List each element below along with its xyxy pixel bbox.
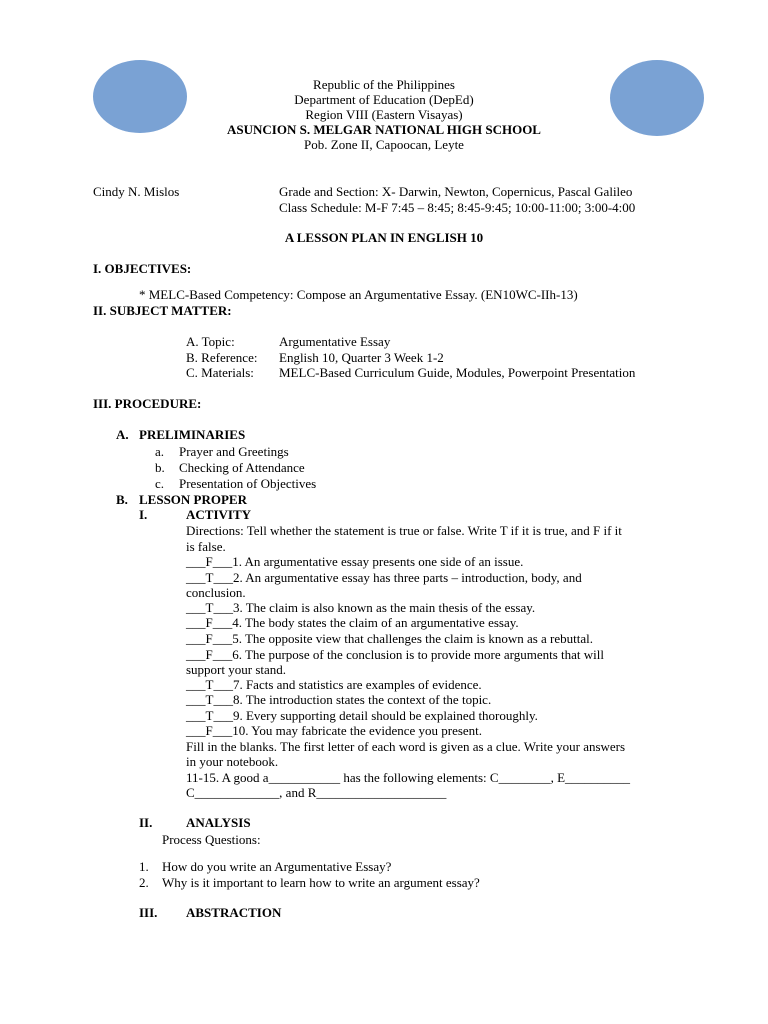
activity-line: ___T___7. Facts and statistics are examples of evidence. bbox=[186, 677, 482, 692]
activity-line: ___F___4. The body states the claim of an argumentative essay. bbox=[186, 615, 519, 630]
activity-line: ___F___5. The opposite view that challenges the claim is known as a rebuttal. bbox=[186, 631, 594, 646]
header-school-name: ASUNCION S. MELGAR NATIONAL HIGH SCHOOL bbox=[227, 122, 541, 137]
activity-line: ___F___10. You may fabricate the evidence you present. bbox=[186, 723, 483, 738]
question-text: How do you write an Argumentative Essay? bbox=[162, 859, 392, 874]
activity-line: ___T___2. An argumentative essay has three parts – introduction, body, and bbox=[186, 570, 582, 585]
lesson-proper-marker: B. bbox=[116, 492, 128, 507]
preliminaries-marker: A. bbox=[116, 427, 129, 442]
abstraction-marker: III. bbox=[139, 905, 158, 920]
class-schedule: Class Schedule: M-F 7:45 – 8:45; 8:45-9:45; 10:00-11:00; 3:00-4:00 bbox=[279, 200, 636, 215]
activity-line: Directions: Tell whether the statement is true or false. Write T if it is true, and F if it bbox=[186, 523, 622, 538]
activity-line: 11-15. A good a___________ has the following elements: C________, E__________ bbox=[186, 770, 631, 785]
prelim-item: Presentation of Objectives bbox=[179, 476, 317, 491]
teacher-name: Cindy N. Mislos bbox=[93, 184, 180, 199]
activity-line: is false. bbox=[186, 539, 226, 554]
subject-matter-heading: II. SUBJECT MATTER: bbox=[93, 303, 232, 318]
reference-value: English 10, Quarter 3 Week 1-2 bbox=[279, 350, 444, 365]
activity-title: ACTIVITY bbox=[186, 507, 252, 522]
prelim-marker: a. bbox=[155, 444, 165, 459]
activity-line: in your notebook. bbox=[186, 754, 279, 769]
procedure-heading: III. PROCEDURE: bbox=[93, 396, 202, 411]
topic-value: Argumentative Essay bbox=[279, 334, 391, 349]
header-republic: Republic of the Philippines bbox=[313, 77, 455, 92]
activity-line: support your stand. bbox=[186, 662, 287, 677]
lesson-proper-title: LESSON PROPER bbox=[139, 492, 247, 507]
question-marker: 1. bbox=[139, 859, 149, 874]
materials-label: C. Materials: bbox=[186, 365, 254, 380]
activity-line: ___T___3. The claim is also known as the main thesis of the essay. bbox=[186, 600, 536, 615]
process-questions-label: Process Questions: bbox=[162, 832, 261, 847]
question-text: Why is it important to learn how to write an argument essay? bbox=[162, 875, 480, 890]
activity-line: conclusion. bbox=[186, 585, 246, 600]
preliminaries-title: PRELIMINARIES bbox=[139, 427, 246, 442]
header-region: Region VIII (Eastern Visayas) bbox=[305, 107, 463, 122]
melc-competency: * MELC-Based Competency: Compose an Argumentative Essay. (EN10WC-IIh-13) bbox=[139, 287, 578, 302]
prelim-marker: b. bbox=[155, 460, 165, 475]
activity-marker: I. bbox=[139, 507, 148, 522]
activity-line: ___F___1. An argumentative essay presents one side of an issue. bbox=[186, 554, 524, 569]
analysis-marker: II. bbox=[139, 815, 153, 830]
reference-label: B. Reference: bbox=[186, 350, 258, 365]
prelim-marker: c. bbox=[155, 476, 165, 491]
objectives-heading: I. OBJECTIVES: bbox=[93, 261, 192, 276]
topic-label: A. Topic: bbox=[186, 334, 235, 349]
activity-line: C_____________, and R____________________ bbox=[186, 785, 447, 800]
activity-line: ___F___6. The purpose of the conclusion is to provide more arguments that will bbox=[186, 647, 604, 662]
analysis-title: ANALYSIS bbox=[186, 815, 251, 830]
activity-line: Fill in the blanks. The first letter of each word is given as a clue. Write your answers bbox=[186, 739, 626, 754]
header-address: Pob. Zone II, Capoocan, Leyte bbox=[304, 137, 464, 152]
materials-value: MELC-Based Curriculum Guide, Modules, Powerpoint Presentation bbox=[279, 365, 636, 380]
activity-line: ___T___9. Every supporting detail should be explained thoroughly. bbox=[186, 708, 538, 723]
header-department: Department of Education (DepEd) bbox=[294, 92, 474, 107]
lesson-plan-title: A LESSON PLAN IN ENGLISH 10 bbox=[284, 230, 484, 245]
prelim-item: Prayer and Greetings bbox=[179, 444, 289, 459]
question-marker: 2. bbox=[139, 875, 149, 890]
prelim-item: Checking of Attendance bbox=[179, 460, 305, 475]
grade-section: Grade and Section: X- Darwin, Newton, Copernicus, Pascal Galileo bbox=[279, 184, 633, 199]
abstraction-title: ABSTRACTION bbox=[186, 905, 282, 920]
activity-line: ___T___8. The introduction states the context of the topic. bbox=[186, 692, 492, 707]
